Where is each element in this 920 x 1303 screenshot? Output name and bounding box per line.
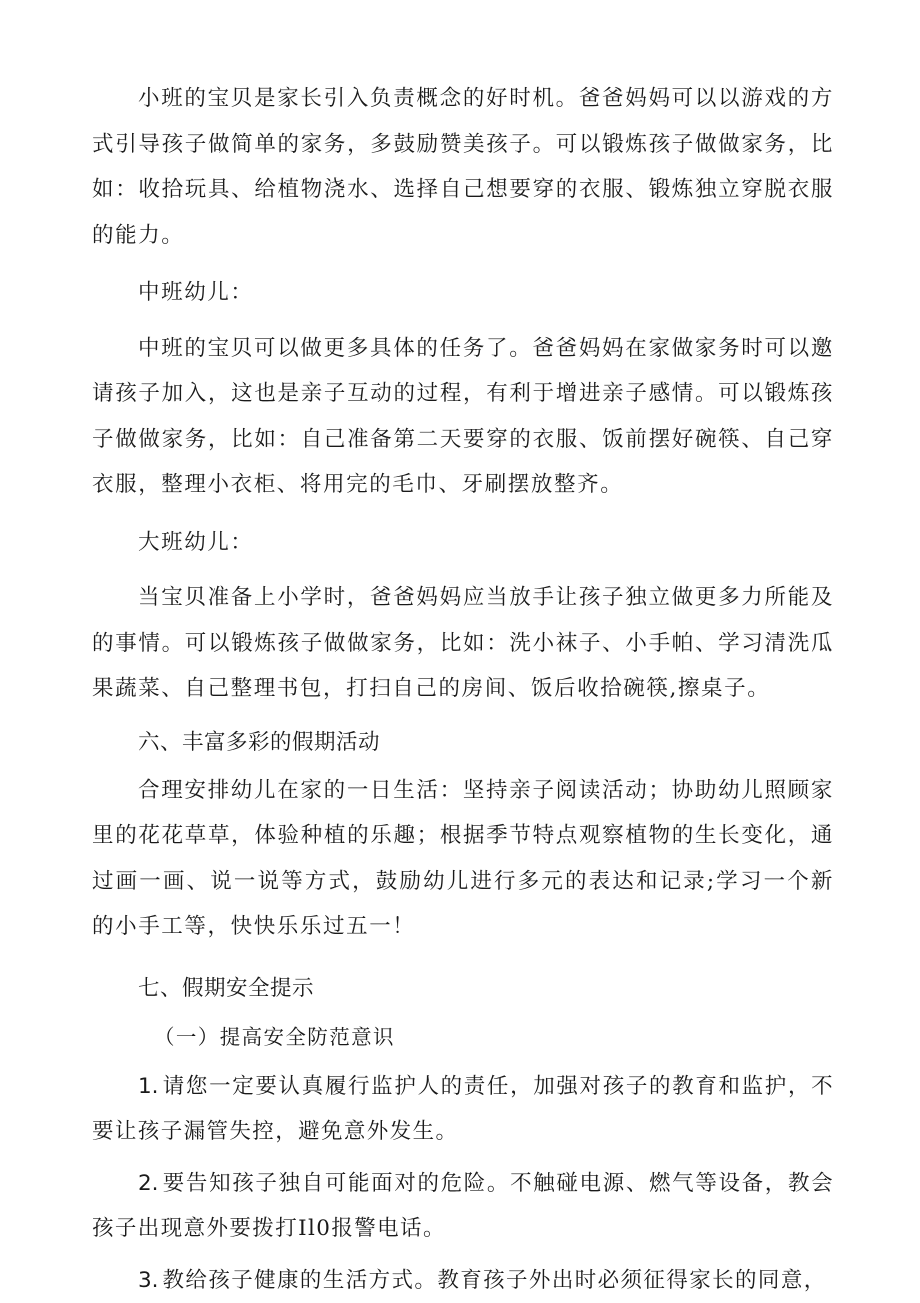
section-6-paragraph: 合理安排幼儿在家的一日生活：坚持亲子阅读活动；协助幼儿照顾家里的花花草草，体验种植的乐趣；根据季节特点观察植物的生长变化，通过画一画、说一说等方式，鼓励幼儿进行多元的表达和记录;学习一个新的小手工等，快快乐乐过五一！ — [92, 768, 834, 950]
middle-class-label: 中班幼儿： — [92, 270, 834, 316]
large-class-paragraph: 当宝贝准备上小学时，爸爸妈妈应当放手让孩子独立做更多力所能及的事情。可以锻炼孩子做做家务，比如：洗小袜子、小手帕、学习清洗瓜果蔬菜、自己整理书包，打扫自己的房间、饭后收拾碗筷,擦桌子。 — [92, 575, 834, 712]
safety-item-2 — [92, 1161, 834, 1252]
item-text: 请您一定要认真履行监护人的责任，加强对孩子的教育和监护，不要让孩子漏管失控，避免意外发生。 — [92, 1074, 834, 1145]
large-class-label: 大班幼儿： — [92, 520, 834, 566]
safety-item-3 — [92, 1258, 834, 1303]
section-7-subheading: （一）提高安全防范意识 — [92, 1016, 834, 1058]
middle-class-paragraph: 中班的宝贝可以做更多具体的任务了。爸爸妈妈在家做家务时可以邀请孩子加入，这也是亲子互动的过程，有利于增进亲子感情。可以锻炼孩子做做家务，比如：自己准备第二天要穿的衣服、饭前摆好碗筷、自己穿衣服，整理小衣柜、将用完的毛巾、牙刷摆放整齐。 — [92, 326, 834, 508]
document-page — [92, 76, 834, 1303]
section-6-heading: 六、丰富多彩的假期活动 — [92, 718, 834, 768]
item-text: 教给孩子健康的生活方式。教育孩子外出时必须征得家长的同意， — [163, 1268, 827, 1293]
item-number: 1. — [138, 1074, 159, 1099]
item-text: 要告知孩子独自可能面对的危险。不触碰电源、燃气等设备，教会孩子出现意外要拨打Il0报警电话。 — [92, 1171, 834, 1242]
item-number: 2. — [138, 1171, 159, 1196]
safety-item-1 — [92, 1064, 834, 1155]
small-class-paragraph: 小班的宝贝是家长引入负责概念的好时机。爸爸妈妈可以以游戏的方式引导孩子做简单的家务，多鼓励赞美孩子。可以锻炼孩子做做家务，比如：收拾玩具、给植物浇水、选择自己想要穿的衣服、锻炼独立穿脱衣服的能力。 — [92, 76, 834, 258]
item-number: 3. — [138, 1268, 159, 1293]
section-7-heading: 七、假期安全提示 — [92, 964, 834, 1014]
